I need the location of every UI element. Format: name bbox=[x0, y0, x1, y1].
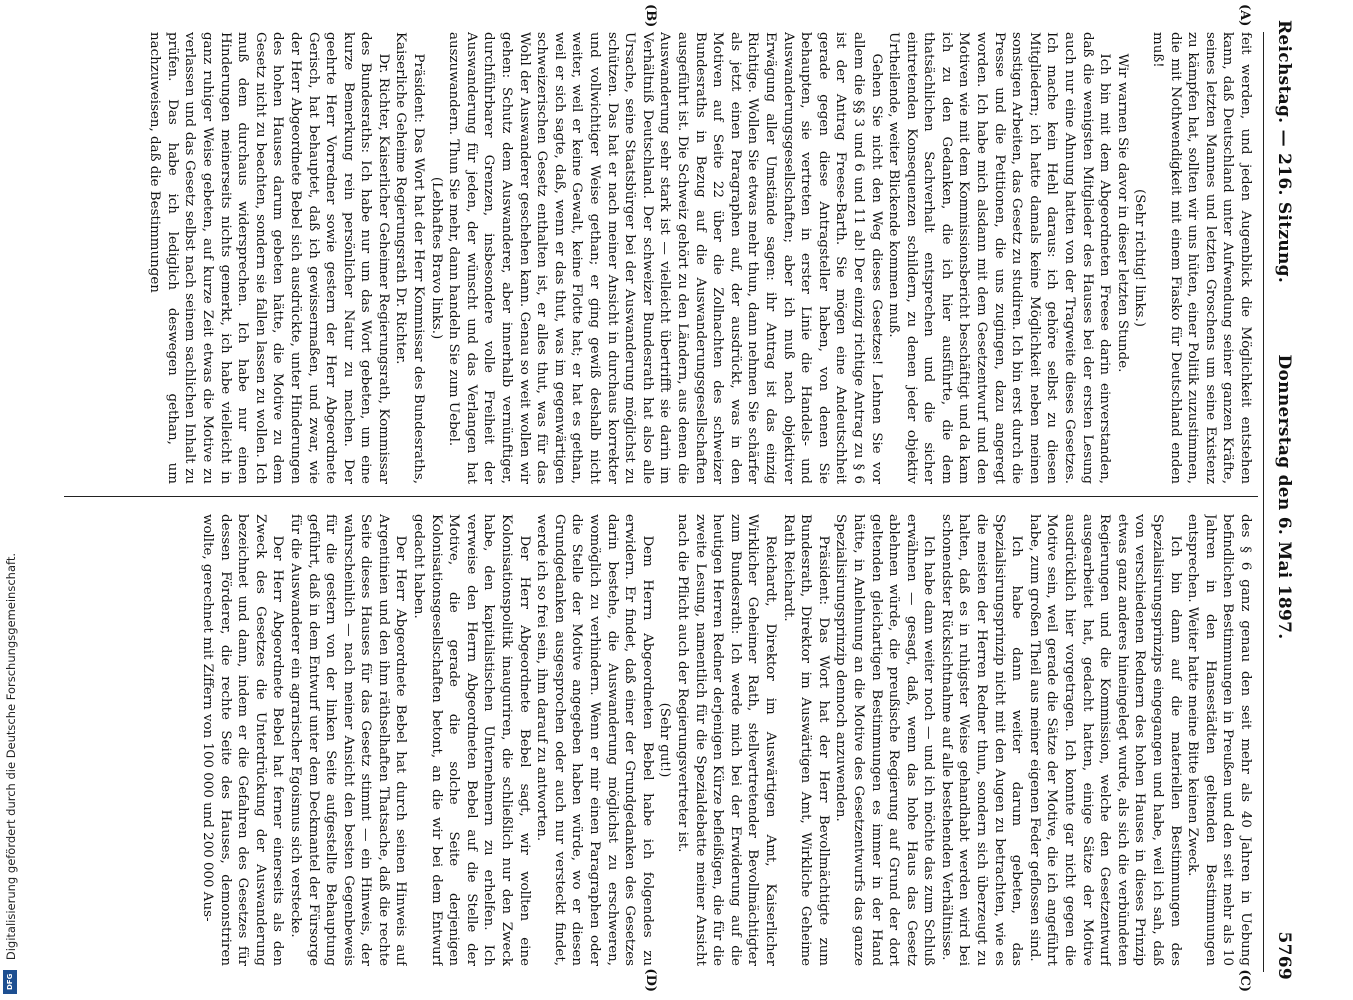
right-text-column bbox=[64, 514, 1254, 966]
speaker-paragraph: Präsident: Das Wort hat der Herr Bevollmächtigte zum Bundesrath, Direktor im Auswärtigen Amt, Wirkliche Geheime Rath Reichardt. bbox=[780, 514, 831, 966]
paragraph: Ich bin mit dem Abgeordneten Freese darin einverstanden, daß die wenigsten Mitglieder des Hauses bei der ersten Lesung auch nur eine Ahnung hatten von der Tragweite dieses Gesetzes. Ich mache kein Hehl daraus: ich gehöre selbst zu diesen Mitgliedern; ich hatte damals keine Möglichkeit neben meinen sonstigen Arbeiten, das Gesetz zu studiren. Ich bin erst durch die Presse und die Petitionen, die uns zugingen, dazu angeregt worden. Ich habe mich alsdann mit dem Gesetzentwurf und den Motiven wie mit dem Kommissionsbericht beschäftigt und da kam ich zu den Gedanken, die ich hier ausführte, die dem thatsächlichen Sachverhalt entsprechen und die sicher eintretenden Konsequenzen schildern, zu denen jeder objektiv Urtheilende, weiter Blickende kommen muß. bbox=[886, 32, 1113, 484]
paragraph: Der Herr Abgeordnete Bebel hat ferner einerseits als den Zweck des Gesetzes die Unterdrückung der Auswanderung bezeichnet und dann, indem er die Gefahren des Gesetzes für dessen Förderer, die rechte Seite des Hauses, demonstriren wollte, gerechnet mit Ziffern von 100 000 und 200 000 Aus- bbox=[199, 514, 286, 966]
paragraph: Ich habe dann weiter darum gebeten, das Spezialisirungsprinzip nicht mit den Augen zu betrachten, wie es die meisten der Herren Redner thun, sondern sich überzeugt zu halten, daß es in ruhigster Weise gehandhabt werden wird bei schonendster Rücksichtnahme auf alle bestehenden Verhältnisse. bbox=[938, 514, 1025, 966]
left-text-column bbox=[64, 32, 1254, 484]
paragraph: Gehen Sie nicht den Weg dieses Gesetzes! Lehnen Sie vor allem die §§ 3 und 6 und 11 ab! Der einzig richtige Antrag zu § 6 ist der Antrag Freese-Barth. Sie mögen eine Andeutschheit gerade gegen diese Antragsteller haben, von denen Sie behaupten, sie vertreten in erster Linie die Handels- und Auswanderungsgesellschaften; aber ich muß nach objektiver Erwägung aller Umstände sagen: ihr Antrag ist das einzig Richtige. Wollen Sie etwas mehr thun, dann nehmen Sie schärfer als jetzt einen Paragraphen auf, der ausdrückt, was in den Motiven auf Seite 22 über die Zollnachten des schweizer Bundesraths in Bezug auf die Auswanderungsgesellschaften ausgeführt ist. Die Schweiz gehört zu den Ländern, aus denen die Auswanderung sehr stark ist — vielleicht übertrifft sie darin im Verhältniß Deutschland. Der schweizer Bundesrath hat also alle Ursache, seine Staatsbürger bei der Auswanderung möglichst zu schützen. Das hat er nach meiner Ansicht in durchaus korrekter und vollwichtiger Weise gethan; er ging gewiß deshalb nicht weiter, weil er keine Gewalt, keine Flotte hat; er hat es gethan, weil er sich sagte, daß, wenn er das thut, was im gegenwärtigen schweizerischen Gesetz enthalten ist, er alles thut, was für das Wohl der Auswanderer geschehen kann. Genau so weit wollen wir gehen: Schutz dem Auswanderer, aber innerhalb vernünftiger, durchführbarer Grenzen, insbesondere volle Freiheit der Auswanderung für jeden, der wünscht und das Verlangen hat auszuwandern. Thun Sie mehr, dann handeln Sie zum Uebel. bbox=[446, 32, 884, 484]
margin-marker-a: (A) bbox=[1237, 4, 1252, 27]
header-session: Reichstag. — 216. Sitzung. bbox=[1274, 20, 1294, 284]
paragraph: Dem Herrn Abgeordneten Bebel habe ich folgendes zu erwidern. Er findet, daß einer der Grundgedanken des Gesetzes darin bestehe, die Auswanderung möglichst zu erschweren, womöglich zu verhindern. Wenn er mir einen Paragraphen oder die Stelle der Motive angegeben haben würde, wo er diesen Grundgedanken ausgesprochen oder auch nur versteckt findet, werde ich so frei sein, ihm darauf zu antworten. bbox=[534, 514, 655, 966]
paragraph: Ich bin dann auf die materiellen Bestimmungen des Spezialisirungsprinzips eingegangen und habe, weil ich sah, daß von verschiedenen Rednern des hohen Hauses in dieses Prinzip etwas ganz anderes hineingelegt wurde, als sich die verbündeten Regierungen und die Kommission, welche den Gesetzentwurf ausgearbeitet hat, gedacht hatten, einige Sätze der Motive ausdrücklich hier vorgetragen. Ich konnte gar nicht gegen die Motive sein, weil gerade die Sätze der Motive, die ich angeführt habe, zum großen Theil aus meiner eigenen Feder geflossen sind. bbox=[1026, 514, 1183, 966]
digitization-credit: Digitalisierung gefördert durch die Deutsche Forschungsgemeinschaft. bbox=[4, 552, 18, 960]
scanned-page bbox=[58, 2, 1298, 992]
paragraph: Wir warnen Sie davor in dieser letzten Stunde. bbox=[1114, 53, 1130, 373]
speaker-paragraph: Präsident: Das Wort hat der Herr Kommissar des Bundesraths, Kaiserliche Geheime Regierungsrath Dr. Richter. bbox=[393, 32, 427, 484]
running-header bbox=[1264, 2, 1294, 992]
paragraph: feit werden, und jeden Augenblick die Möglichkeit entstehen kann, daß Deutschland unter Aufwendung seiner ganzen Kräfte, seines letzten Mannes und letzten Groschens um seine Existenz zu kämpfen hat, sollten wir uns hüten, einer Politik zuzustimmen, die mit Nothwendigkeit mit einem Fiasko für Deutschland enden muß! bbox=[1150, 32, 1253, 484]
footer-strip bbox=[0, 0, 56, 1000]
interjection: (Sehr gut!) bbox=[657, 702, 673, 778]
paragraph: Der Herr Abgeordnete Bebel sagt, wir wollten eine Kolonisationspolitik inauguriren, die schließlich nur den Zweck habe, den kapitalistischen Unternehmern zu erhelfen. Ich verweise den Herrn Abgeordneten Bebel auf die Stelle der Motive, die gerade die solche Seite derjenigen Kolonisationsgesellschaften betont, an die wir bei dem Entwurf gedacht haben. bbox=[411, 514, 532, 966]
paragraph: des § 6 ganz genau den seit mehr als 40 Jahren in Uebung befindlichen Bestimmungen in Preußen und den seit mehr als 10 Jahren in den Hansestädten geltenden Bestimmungen entsprechen. Weiter hatte meine Bitte keinen Zweck. bbox=[1185, 514, 1253, 966]
margin-marker-b: (B) bbox=[643, 4, 658, 28]
column-divider bbox=[64, 496, 1258, 497]
dfg-logo: DFG bbox=[3, 970, 17, 994]
speaker-paragraph: Dr. Richter, Kaiserlicher Geheimer Regierungsrath, Kommissar des Bundesraths: Ich habe nur um das Wort gebeten, um eine kurze Bemerkung rein persönlicher Natur zu machen. Der geehrte Herr Vorredner sowie gestern der Herr Abgeordnete Gerisch, hat behauptet, daß ich gewissermaßen, und zwar, wie der Herr Abgeordnete Bebel sich ausdrückte, unter Hinderungen des hohen Hauses darum gebeten hätte, die Motive zu dem Gesetz nicht zu beachten, sondern sie fallen lassen zu wollen. Ich muß dem durchaus widersprechen. Ich habe nur einen Hinderungen meinerseits nichts gemerkt, ich habe vielleicht in ganz ruhiger Weise gebeten, auf kurze Zeit etwas die Motive zu verlassen und das Gesetz selbst nach seinem sachlichen Inhalt zu prüfen. Das habe ich lediglich deswegen gethan, um nachzuweisen, daß die Bestimmungen bbox=[147, 32, 391, 484]
margin-marker-d: (D) bbox=[643, 968, 658, 992]
interjection: (Lebhaftes Bravo links.) bbox=[428, 176, 444, 340]
margin-marker-c: (C) bbox=[1237, 969, 1252, 992]
header-date: Donnerstag den 6. Mai 1897. bbox=[1274, 354, 1294, 640]
interjection: (Sehr richtig! links.) bbox=[1132, 189, 1148, 327]
paragraph: Ich habe dann weiter noch — und ich möchte das zum Schluß erwähnen — gesagt, daß, wenn das hohe Haus das Gesetz ablehnen würde, die preußische Regierung auf Grund der dort geltenden gleichartigen Bestimmungen es immer in der Hand hätte, in Anlehnung an die Motive des Gesetzentwurfs das ganze Spezialisirungsprinzip dennoch anzuwenden. bbox=[833, 514, 937, 966]
header-rule bbox=[1263, 32, 1264, 972]
speaker-paragraph: Reichardt, Direktor im Auswärtigen Amt, Kaiserlicher Wirklicher Geheimer Rath, stellvertretender Bevollmächtigter zum Bundesrath: Ich werde mich bei der Erwiderung auf die heutigen Herren Redner derjenigen Kürze befleißigen, die für die zweite Lesung, namentlich für die Spezialdebatte meiner Ansicht nach die Pflicht auch der Regierungsvertreter ist. bbox=[675, 514, 778, 966]
page-number: 5769 bbox=[1274, 931, 1294, 980]
paragraph: Der Herr Abgeordnete Bebel hat durch seinen Hinweis auf Argentinien und den ihm räthselhaften Thatsache, daß die rechte Seite dieses Hauses für das Gesetz stimmt — ein Hinweis, der wahrscheinlich — nach meiner Ansicht den besten Gegenbeweis für die gestern von der linken Seite aufgestellte Behauptung geführt, daß in dem Entwurf unter dem Deckmantel der Fürsorge für die Auswanderer ein agrarischer Egoismus sich verstecke. bbox=[287, 514, 409, 966]
